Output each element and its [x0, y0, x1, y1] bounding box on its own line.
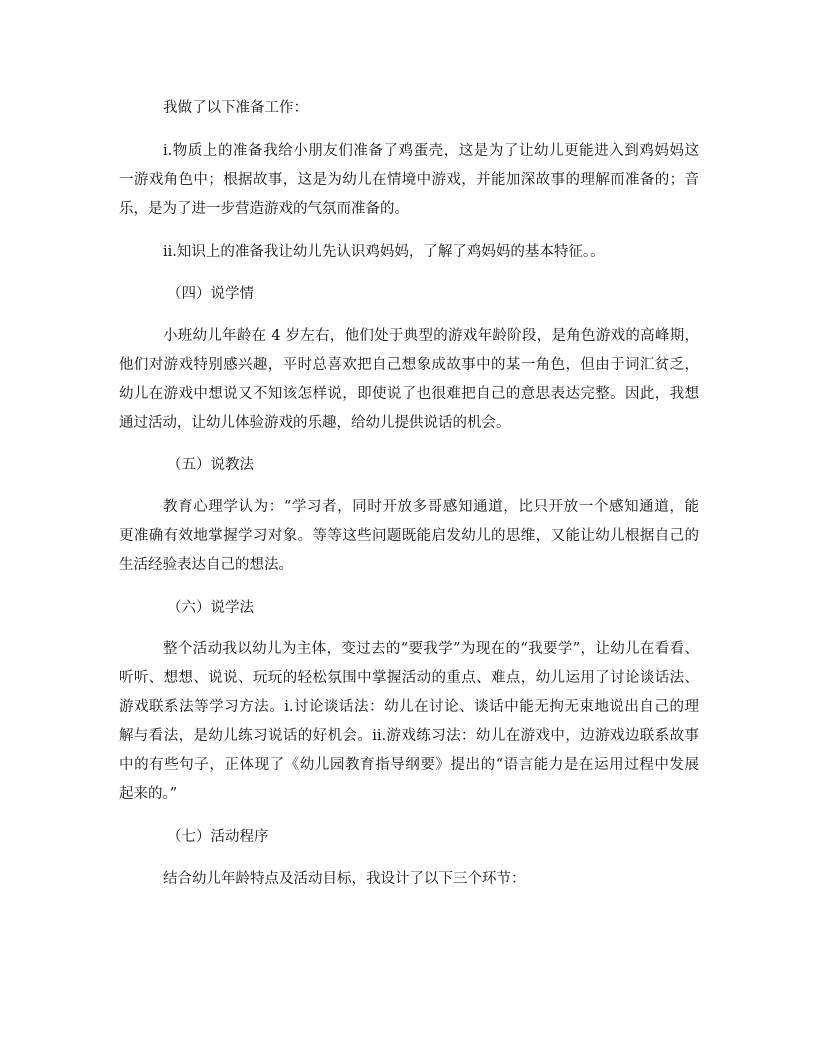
paragraph-line: ii.知识上的准备我让幼儿先认识鸡妈妈，了解了鸡妈妈的基本特征。。 — [163, 244, 605, 260]
prep-material-paragraph — [119, 137, 699, 224]
paragraph-line: 小班幼儿年龄在 4 岁左右，他们处于典型的游戏年龄阶段，是角色游戏的高峰期， — [163, 328, 699, 344]
paragraph-line: 一游戏角色中；根据故事，这是为幼儿在情境中游戏，并能加深故事的理解而准备的；音 — [119, 172, 699, 188]
section-title: （七）活动程序 — [167, 829, 269, 845]
section-title: （六）说学法 — [167, 600, 254, 616]
paragraph-line: 结合幼儿年龄特点及活动目标，我设计了以下三个环节： — [163, 871, 526, 887]
paragraph-line: 整个活动我以幼儿为主体，变过去的“要我学”为现在的“我要学”，让幼儿在看看、 — [163, 641, 699, 657]
section6-paragraph — [119, 635, 699, 809]
section4-heading — [119, 280, 699, 309]
paragraph-line: 更准确有效地掌握学习对象。等等这些问题既能启发幼儿的思维，又能让幼儿根据自己的 — [119, 528, 699, 544]
paragraph-line: i.物质上的准备我给小朋友们准备了鸡蛋壳，这是为了让幼儿更能进入到鸡妈妈这 — [163, 143, 699, 159]
paragraph-line: 解与看法，是幼儿练习说话的好机会。ii.游戏练习法：幼儿在游戏中，边游戏边联系故事 — [119, 728, 699, 744]
section7-paragraph — [119, 865, 699, 894]
paragraph-line: 教育心理学认为：“学习者，同时开放多哥感知通道，比只开放一个感知通道，能 — [163, 499, 699, 515]
paragraph-line: 通过活动，让幼儿体验游戏的乐趣，给幼儿提供说话的机会。 — [119, 415, 511, 431]
section5-paragraph — [119, 493, 699, 580]
paragraph-line: 我做了以下准备工作： — [163, 100, 308, 116]
section-title: （四）说学情 — [167, 286, 254, 302]
paragraph-line: 乐，是为了进一步营造游戏的气氛而准备的。 — [119, 201, 409, 217]
section4-paragraph — [119, 322, 699, 438]
section6-heading — [119, 594, 699, 623]
paragraph-line: 幼儿在游戏中想说又不知该怎样说，即使说了也很难把自己的意思表达完整。因此，我想 — [119, 386, 699, 402]
paragraph-line: 起来的。” — [119, 786, 178, 802]
paragraph-line: 游戏联系法等学习方法。i.讨论谈话法：幼儿在讨论、谈话中能无拘无束地说出自己的理 — [119, 699, 699, 715]
section7-heading — [119, 823, 699, 852]
paragraph-line: 中的有些句子，正体现了《幼儿园教育指导纲要》提出的“语言能力是在运用过程中发展 — [119, 757, 699, 773]
prep-intro — [119, 94, 699, 123]
paragraph-line: 听听、想想、说说、玩玩的轻松氛围中掌握活动的重点、难点，幼儿运用了讨论谈话法、 — [119, 670, 699, 686]
section5-heading — [119, 451, 699, 480]
paragraph-line: 生活经验表达自己的想法。 — [119, 557, 293, 573]
section-title: （五）说教法 — [167, 457, 254, 473]
prep-knowledge-paragraph — [119, 238, 699, 267]
paragraph-line: 他们对游戏特别感兴趣，平时总喜欢把自己想象成故事中的某一角色，但由于词汇贫乏， — [119, 357, 699, 373]
